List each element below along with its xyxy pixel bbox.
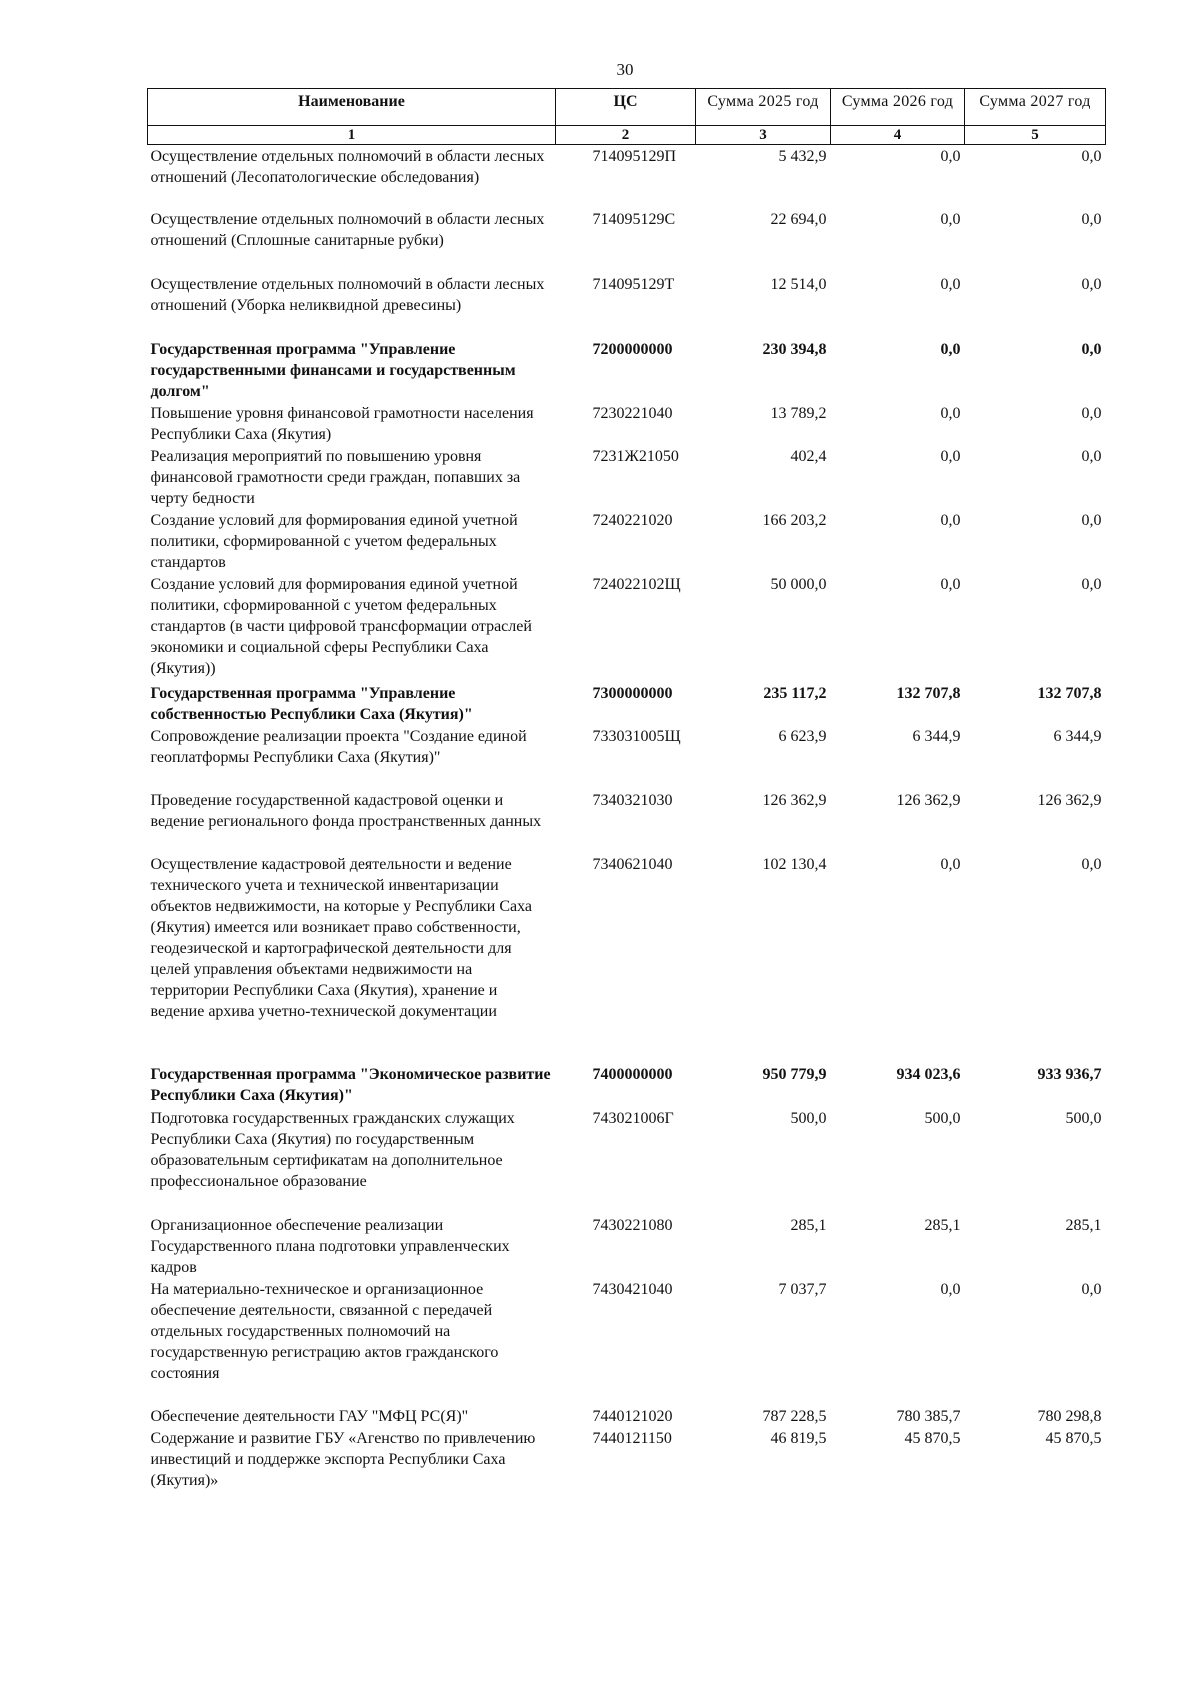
- row-sum-2025-cell: 5 432,9: [778, 148, 827, 165]
- row-sum-2026-cell: 0,0: [940, 340, 961, 358]
- row-sum-2026-cell: 0,0: [940, 447, 961, 465]
- row-code-cell: 714095129П: [592, 148, 677, 165]
- table-row: [148, 1214, 1106, 1278]
- table-header-row: [148, 89, 1106, 126]
- table-row: [148, 1405, 1106, 1427]
- row-sum-2025-cell: 102 130,4: [762, 855, 827, 873]
- table-row: [148, 402, 1106, 445]
- table-row: [148, 145, 1106, 208]
- row-sum-2025-cell: 285,1: [790, 1216, 827, 1234]
- row-sum-2025-cell: 787 228,5: [762, 1407, 827, 1425]
- row-name-cell: Государственная программа "Управление собственностью Республики Саха (Якутия)": [150, 684, 473, 723]
- row-sum-2026-cell: 0,0: [940, 1280, 961, 1298]
- row-name-cell: Обеспечение деятельности ГАУ "МФЦ РС(Я)": [150, 1407, 469, 1425]
- row-sum-2027-cell: 0,0: [1081, 210, 1102, 228]
- row-name-cell: Проведение государственной кадастровой оценки и ведение регионального фонда пространственных данных: [150, 791, 542, 830]
- row-sum-2027-cell: 0,0: [1081, 404, 1102, 422]
- row-sum-2027-cell: 500,0: [1065, 1109, 1102, 1127]
- table-row: [148, 573, 1106, 682]
- row-sum-2027-cell: 0,0: [1081, 340, 1102, 358]
- column-index-row: [148, 126, 1106, 145]
- row-sum-2027-cell: 45 870,5: [1045, 1429, 1102, 1447]
- row-sum-2027-cell: 933 936,7: [1037, 1065, 1102, 1083]
- table-row: [148, 1063, 1106, 1107]
- row-code-cell: 7300000000: [592, 684, 673, 702]
- column-header-name: Наименование: [148, 89, 556, 126]
- table-row: [148, 682, 1106, 725]
- row-name-cell: Содержание и развитие ГБУ «Агенство по привлечению инвестиций и поддержке экспорта Республики Саха (Якутия)»: [150, 1429, 536, 1489]
- row-sum-2027-cell: 6 344,9: [1053, 727, 1102, 745]
- row-name-cell: Повышение уровня финансовой грамотности населения Республики Саха (Якутия): [150, 404, 534, 443]
- row-name-cell: Сопровождение реализации проекта "Создание единой геоплатформы Республики Саха (Якутия)": [150, 727, 527, 766]
- row-sum-2025-cell: 13 789,2: [770, 404, 827, 422]
- row-sum-2026-cell: 0,0: [940, 210, 961, 228]
- row-sum-2025-cell: 7 037,7: [778, 1280, 827, 1298]
- row-sum-2027-cell: 0,0: [1081, 511, 1102, 529]
- row-sum-2026-cell: 0,0: [940, 575, 961, 593]
- row-sum-2025-cell: 126 362,9: [762, 791, 827, 809]
- row-sum-2026-cell: 45 870,5: [904, 1429, 961, 1447]
- row-sum-2025-cell: 500,0: [790, 1109, 827, 1127]
- row-name-cell: Осуществление отдельных полномочий в области лесных отношений (Уборка неликвидной древесины): [150, 275, 545, 314]
- table-row: [148, 273, 1106, 338]
- row-sum-2026-cell: 780 385,7: [896, 1407, 961, 1425]
- row-code-cell: 7440121020: [592, 1407, 673, 1425]
- row-sum-2026-cell: 0,0: [940, 404, 961, 422]
- column-index: 2: [556, 126, 696, 145]
- row-code-cell: 7430421040: [592, 1280, 673, 1298]
- table-row: [148, 725, 1106, 789]
- row-code-cell: 7230221040: [592, 404, 673, 422]
- row-code-cell: 7340621040: [592, 855, 673, 873]
- row-code-cell: 7430221080: [592, 1216, 673, 1234]
- row-sum-2026-cell: 934 023,6: [896, 1065, 961, 1083]
- table-row: [148, 445, 1106, 509]
- row-name-cell: Подготовка государственных гражданских служащих Республики Саха (Якутия) по государственным образовательным сертификатам на дополнительное профессиональное образование: [150, 1109, 515, 1190]
- row-code-cell: 7400000000: [592, 1065, 673, 1083]
- row-code-cell: 714095129С: [592, 210, 676, 228]
- row-code-cell: 714095129Т: [592, 275, 675, 293]
- column-index: 5: [965, 126, 1106, 145]
- table-row: [148, 789, 1106, 853]
- column-header-code: ЦС: [556, 89, 696, 126]
- row-sum-2027-cell: 132 707,8: [1037, 684, 1102, 702]
- row-name-cell: Создание условий для формирования единой учетной политики, сформированной с учетом федеральных стандартов (в части цифровой трансформации отраслей экономики и социальной сферы Республики Саха (Якутия)): [150, 575, 532, 677]
- row-name-cell: Государственная программа "Экономическое развитие Республики Саха (Якутия)": [150, 1065, 551, 1104]
- column-index: 1: [148, 126, 556, 145]
- column-header-sum-2027: Сумма 2027 год: [965, 89, 1106, 126]
- table-row: [148, 208, 1106, 273]
- row-sum-2025-cell: 235 117,2: [763, 684, 827, 702]
- row-sum-2025-cell: 230 394,8: [762, 340, 827, 358]
- row-sum-2026-cell: 500,0: [924, 1109, 961, 1127]
- row-sum-2025-cell: 402,4: [790, 447, 827, 465]
- row-sum-2026-cell: 6 344,9: [912, 727, 961, 745]
- row-sum-2027-cell: 0,0: [1081, 1280, 1102, 1298]
- row-sum-2025-cell: 22 694,0: [770, 210, 827, 228]
- row-name-cell: Осуществление кадастровой деятельности и ведение технического учета и технической инвентаризации объектов недвижимости, на которые у Республики Саха (Якутия) имеется или возникает право собственности, геодезической и картографической деятельности для целей управления объектами недвижимости на территории Республики Саха (Якутия), хранение и ведение архива учетно-технической документации: [150, 855, 532, 1020]
- row-code-cell: 7240221020: [592, 511, 673, 529]
- table-row: [148, 338, 1106, 402]
- row-name-cell: Государственная программа "Управление государственными финансами и государственным долгом": [150, 340, 516, 400]
- row-sum-2027-cell: 0,0: [1081, 855, 1102, 873]
- page-number: 30: [616, 60, 634, 79]
- row-sum-2025-cell: 12 514,0: [770, 275, 827, 293]
- row-sum-2026-cell: 132 707,8: [896, 684, 961, 702]
- column-index: 3: [696, 126, 831, 145]
- row-sum-2027-cell: 285,1: [1065, 1216, 1102, 1234]
- row-name-cell: Осуществление отдельных полномочий в области лесных отношений (Лесопатологические обследования): [150, 148, 545, 186]
- row-name-cell: Реализация мероприятий по повышению уровня финансовой грамотности среди граждан, попавших за черту бедности: [150, 447, 521, 507]
- row-sum-2027-cell: 0,0: [1081, 275, 1102, 293]
- budget-table: [147, 88, 1106, 1491]
- row-sum-2026-cell: 285,1: [924, 1216, 961, 1234]
- row-sum-2026-cell: 0,0: [940, 511, 961, 529]
- column-header-sum-2025: Сумма 2025 год: [696, 89, 831, 126]
- row-code-cell: 7340321030: [592, 791, 673, 809]
- row-code-cell: 7440121150: [592, 1429, 672, 1447]
- row-sum-2027-cell: 126 362,9: [1037, 791, 1102, 809]
- row-sum-2026-cell: 0,0: [940, 148, 961, 165]
- row-name-cell: На материально-техническое и организационное обеспечение деятельности, связанной с передачей отдельных государственных полномочий на государственную регистрацию актов гражданского состояния: [150, 1280, 499, 1382]
- table-row: [148, 1107, 1106, 1214]
- column-index: 4: [831, 126, 965, 145]
- table-row: [148, 1278, 1106, 1405]
- row-sum-2026-cell: 126 362,9: [896, 791, 961, 809]
- row-code-cell: 733031005Щ: [592, 727, 681, 745]
- table-body: [148, 145, 1106, 1491]
- table-row: [148, 1427, 1106, 1491]
- column-header-sum-2026: Сумма 2026 год: [831, 89, 965, 126]
- row-sum-2025-cell: 166 203,2: [762, 511, 827, 529]
- table-row: [148, 509, 1106, 573]
- table-row: [148, 853, 1106, 1063]
- row-sum-2027-cell: 0,0: [1081, 148, 1102, 165]
- row-code-cell: 7231Ж21050: [592, 447, 679, 465]
- row-sum-2027-cell: 0,0: [1081, 447, 1102, 465]
- row-sum-2026-cell: 0,0: [940, 275, 961, 293]
- row-sum-2027-cell: 780 298,8: [1037, 1407, 1102, 1425]
- row-name-cell: Организационное обеспечение реализации Государственного плана подготовки управленческих кадров: [150, 1216, 510, 1276]
- row-sum-2025-cell: 950 779,9: [762, 1065, 827, 1083]
- row-name-cell: Осуществление отдельных полномочий в области лесных отношений (Сплошные санитарные рубки): [150, 210, 545, 249]
- row-sum-2025-cell: 6 623,9: [778, 727, 827, 745]
- row-sum-2026-cell: 0,0: [940, 855, 961, 873]
- row-name-cell: Создание условий для формирования единой учетной политики, сформированной с учетом федеральных стандартов: [150, 511, 518, 571]
- row-code-cell: 743021006Г: [592, 1109, 674, 1127]
- row-code-cell: 7200000000: [592, 340, 673, 358]
- row-sum-2025-cell: 46 819,5: [770, 1429, 827, 1447]
- row-sum-2027-cell: 0,0: [1081, 575, 1102, 593]
- row-sum-2025-cell: 50 000,0: [770, 575, 827, 593]
- row-code-cell: 724022102Щ: [592, 575, 681, 593]
